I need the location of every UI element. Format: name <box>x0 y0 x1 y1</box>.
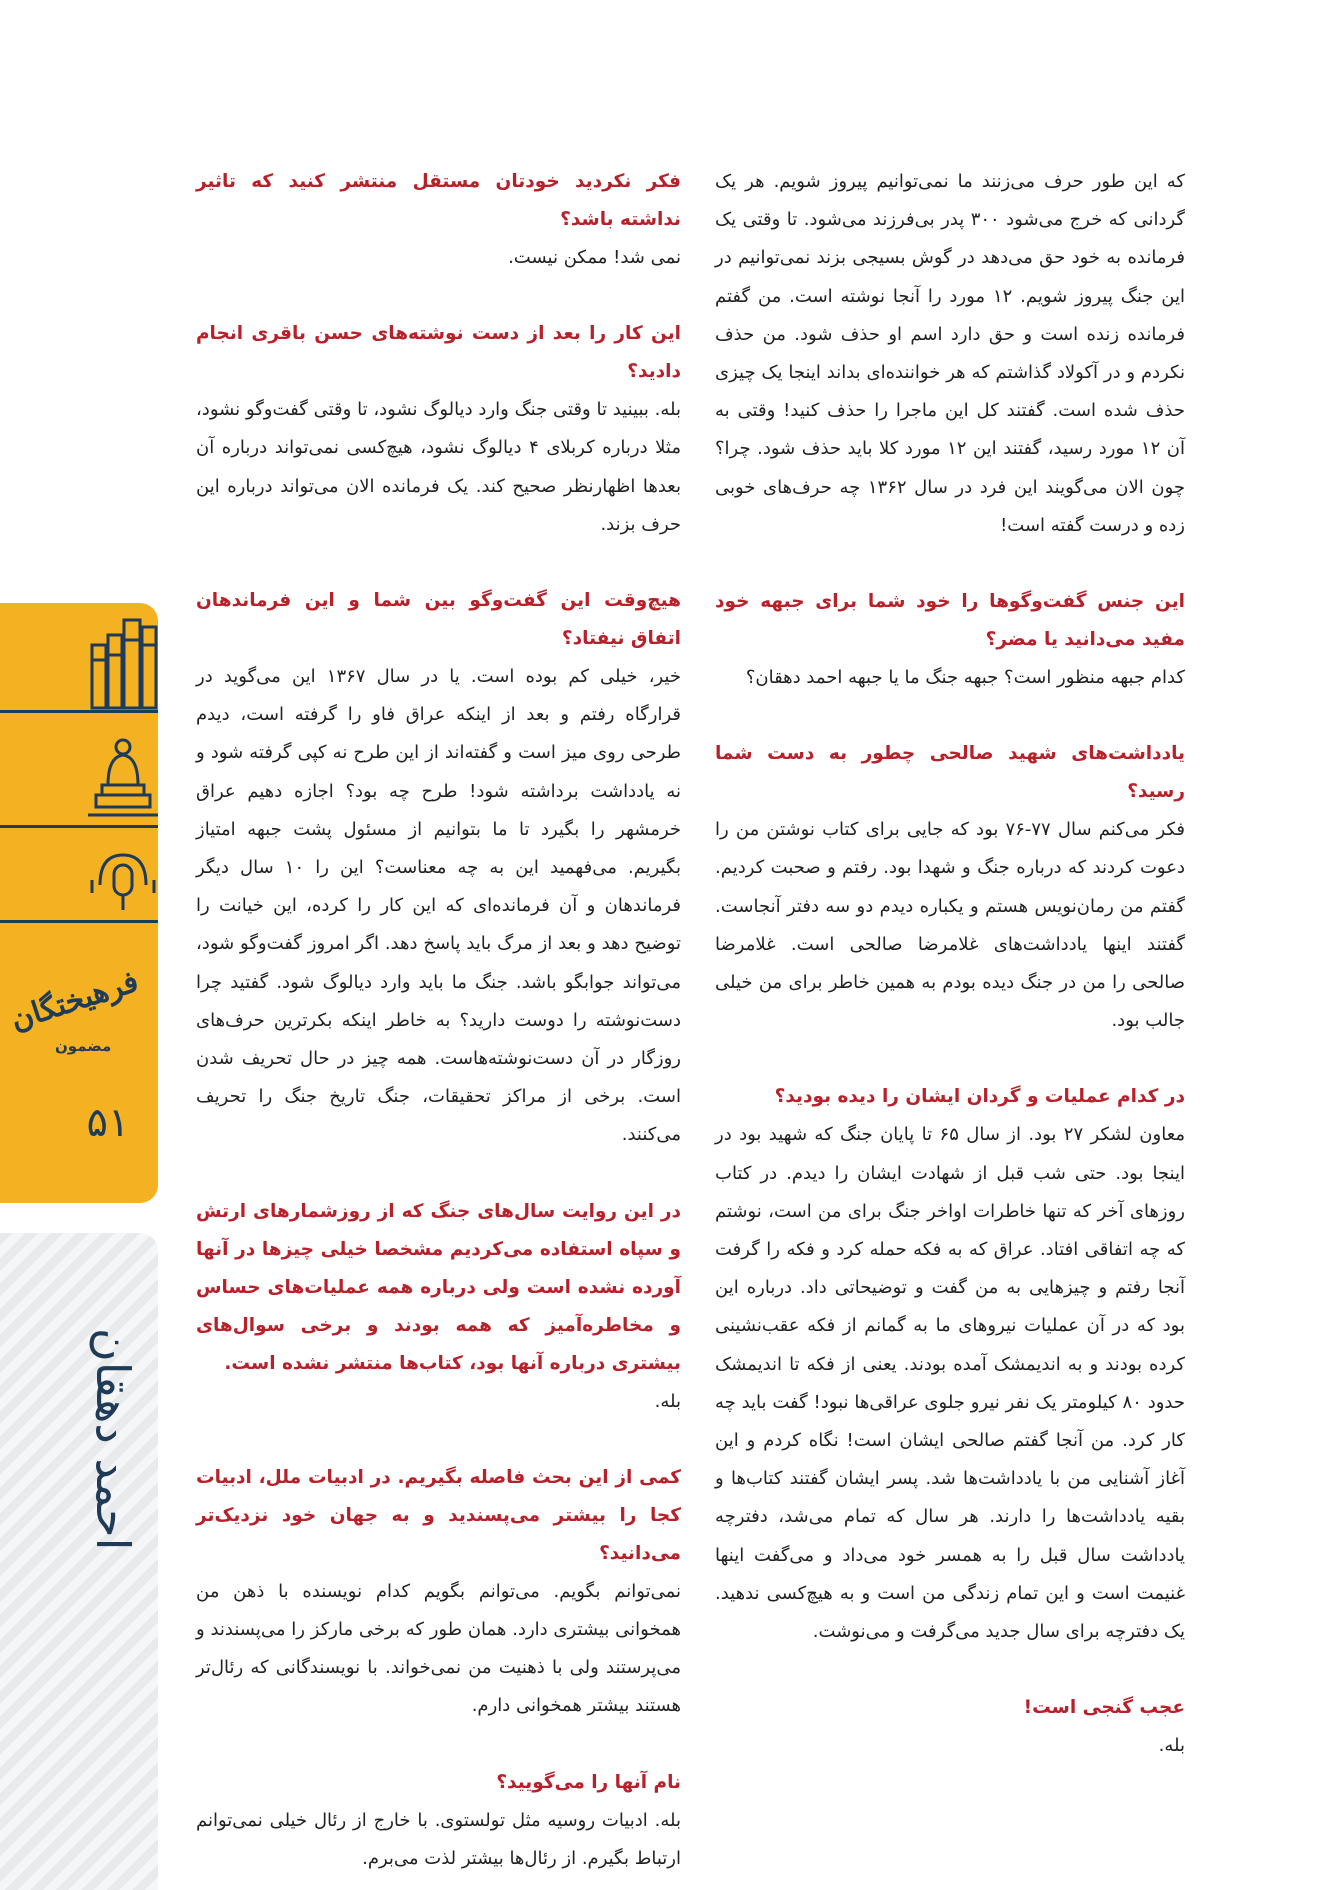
answer-paragraph: کدام جبهه منظور است؟ جبهه جنگ ما یا جبهه احمد دهقان؟ <box>745 667 1185 689</box>
answer-paragraph: بله. ببینید تا وقتی جنگ وارد دیالوگ نشود، تا وقتی گفت‌وگو نشود، مثلا درباره کربلای ۴ دیالوگ نشود، هیچ‌کسی نمی‌تواند درباره آن بعدها اظهارنظر صحیح کند. یک فرمانده الان می‌تواند درباره این حرف بزند. <box>196 399 681 535</box>
paragraph: که این طور حرف می‌زنند ما نمی‌توانیم پیروز شویم. هر یک گردانی که خرج می‌شود ۳۰۰ پدر بی‌فرزند می‌شود. تا وقتی یک فرمانده به خود حق می‌دهد در گوش بسیجی بزند نمی‌توانیم در این جنگ پیروز شویم. ۱۲ مورد را آنجا نوشته است. من گفتم فرمانده زنده است و حق دارد اسم او حذف شود. من حذف نکردم و در آکولاد گذاشتم که هر خواننده‌ای بداند اینجا یک چیزی حذف شده است. گفتند کل این ماجرا را حذف کنید! وقتی به آن ۱۲ مورد رسید، گفتند این ۱۲ مورد کلا باید حذف شود. چرا؟ چون الان می‌گویند این فرد در سال ۱۳۶۲ چه حرف‌های خوبی زده و درست گفته است! <box>715 171 1186 536</box>
answer-paragraph: نمی شد! ممکن نیست. <box>508 247 681 268</box>
answer-paragraph: بله. ادبیات روسیه مثل تولستوی. با خارج از رئال خیلی نمی‌توانم ارتباط بگیرم. از رئال‌ها بیشتر لذت می‌برم. <box>196 1809 681 1869</box>
answer-paragraph: نمی‌توانم بگویم. می‌توانم بگویم کدام نویسنده با ذهن من همخوانی بیشتری دارد. همان طور که برخی مارکز را می‌پسندند و می‌پرستند ولی با ذهنیت من نمی‌خواند. با نویسندگانی که رئال‌تر هستند بیشتر همخوانی دارم. <box>196 1580 681 1717</box>
shelf-divider <box>0 920 158 923</box>
question-heading: فکر نکردید خودتان مستقل منتشر کنید که تاثیر نداشته باشد؟ <box>196 171 681 230</box>
answer-paragraph: خیر، خیلی کم بوده است. یا در سال ۱۳۶۷ این می‌گوید در قرارگاه رفتم و بعد از اینکه عراق فاو را گرفته است، دیدم طرحی روی میز است و گفته‌اند از این طرح نه کپی گرفته شود و نه یادداشت برداشته شود! طرح چه بود؟ اجازه دهیم عراق خرمشهر را بگیرد تا ما بتوانیم از مسئول پشت جبهه امتیاز بگیریم. می‌فهمید این به چه معناست؟ این را ۱۰ سال دیگر فرماندهان و آن فرمانده‌ای که این کار را کرده، این خیانت را توضیح دهد و بعد از مرگ باید پاسخ دهد. اگر امروز گفت‌وگو شود، می‌تواند جوابگو باشد. جنگ ما باید وارد دیالوگ شود. گفتید چرا دست‌نوشته را دوست دارید؟ به خاطر اینکه بکرترین حرف‌های روزگار در آن دست‌نوشته‌هاست. همه چیز در حال تحریف شدن است. برخی از مراکز تحقیقات، جنگ تاریخ جنگ را تحریف می‌کنند. <box>196 666 681 1146</box>
question-heading: این جنس گفت‌وگوها را خود شما برای جبهه خود مفید می‌دانید یا مضر؟ <box>715 591 1185 651</box>
question-heading: نام آنها را می‌گویید؟ <box>496 1771 681 1793</box>
answer-paragraph: بله. <box>654 1390 681 1412</box>
shelf-divider <box>0 710 158 713</box>
brand-subtitle: مضمون <box>55 1037 112 1055</box>
author-name: احمد دهقان <box>86 1327 140 1550</box>
question-heading: در این روایت سال‌های جنگ که از روزشمارهای ارتش و سپاه استفاده می‌کردیم مشخصا خیلی چیزها در آنها آورده نشده است ولی درباره همه عملیات‌های حساس و مخاطره‌آمیز که همه بودند و برخی سوال‌های بیشتری درباره آنها بود، کتاب‌ها منتشر نشده است. <box>196 1200 681 1374</box>
question-heading: در کدام عملیات و گردان ایشان را دیده بودید؟ <box>774 1086 1185 1108</box>
question-heading: یادداشت‌های شهید صالحی چطور به دست شما رسید؟ <box>715 743 1185 803</box>
question-heading: هیچ‌وقت این گفت‌وگو بین شما و این فرماندهان اتفاق نیفتاد؟ <box>196 590 681 650</box>
books-icon <box>90 615 158 710</box>
answer-paragraph: بله. <box>1158 1735 1185 1757</box>
answer-paragraph: فکر می‌کنم سال ۷۷-۷۶ بود که جایی برای کتاب نوشتن من را دعوت کردند که درباره جنگ و شهدا بود. رفتم و صحبت کردیم. گفتم من رمان‌نویس هستم و یکباره دیدم دو سه دفتر آنجاست. گفتند اینها یادداشت‌های غلامرضا صالحی است. غلامرضا صالحی را من در جنگ دیده بودم به همین خاطر برای من خیلی جالب بود. <box>715 819 1185 1032</box>
question-heading: این کار را بعد از دست نوشته‌های حسن باقری انجام دادید؟ <box>196 323 681 383</box>
lamp-icon <box>88 735 158 825</box>
right-column <box>715 163 1185 1766</box>
page-number: ۵۱ <box>86 1100 130 1146</box>
brand-logo: فرهیختگان <box>6 963 143 1038</box>
microphone-icon <box>88 845 158 920</box>
question-heading: عجب گنجی است! <box>1023 1697 1185 1719</box>
shelf-divider <box>0 825 158 828</box>
question-heading: کمی از این بحث فاصله بگیریم. در ادبیات ملل، ادبیات کجا را بیشتر می‌پسندید و به جهان خود نزدیک‌تر می‌دانید؟ <box>196 1466 681 1564</box>
answer-paragraph: معاون لشکر ۲۷ بود. از سال ۶۵ تا پایان جنگ که شهید بود در اینجا بود. حتی شب قبل از شهادت ایشان را دیدم. در کتاب روزهای آخر که تنها خاطرات اواخر جنگ برای من است، نوشتم که چه اتفاقی افتاد. عراق که به فکه حمله کرد و فکه را گرفت آنجا رفتم و چیزهایی به من گفت و توضیحاتی داد. درباره این بود که در آن عملیات نیروهای ما به گمانم از فکه عقب‌نشینی کرده بودند و به اندیمشک آمده بودند. یعنی از فکه تا اندیمشک حدود ۸۰ کیلومتر یک نفر نیرو جلوی عراقی‌ها نبود! گفت باید چه کار کرد. من آنجا گفتم صالحی ایشان است! نگاه کردم و این آغاز آشنایی من با یادداشت‌ها شد. پسر ایشان گفتند کتاب‌ها و بقیه یادداشت‌ها را دارند. هر سال که تمام می‌شد، دفترچه یادداشت سال قبل را به همسر خود می‌داد و می‌گفت اینها غنیمت است و این تمام زندگی من است و به هیچ‌کسی ندهید. یک دفترچه برای سال جدید می‌گرفت و می‌نوشت. <box>715 1124 1186 1643</box>
left-column <box>196 163 681 1878</box>
